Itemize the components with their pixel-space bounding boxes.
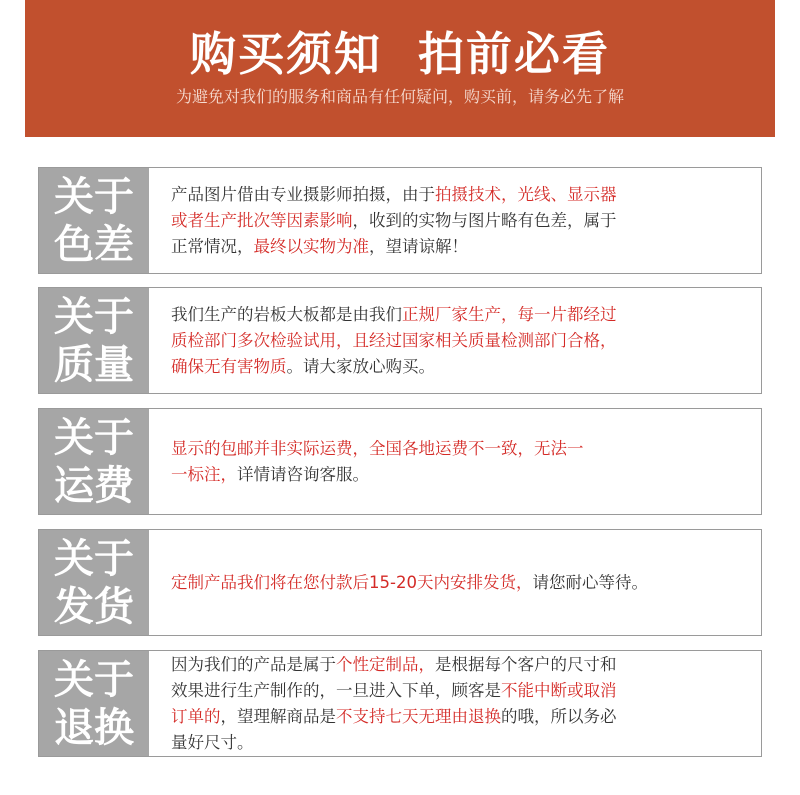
- text-line: [171, 730, 741, 756]
- text-segment: ，望请谅解！: [369, 236, 468, 256]
- section-label-line: 质量: [54, 341, 134, 388]
- highlighted-text: 不支持七天无理由退换: [336, 706, 501, 726]
- section-label-line: 关于: [54, 656, 134, 703]
- section-returns: [38, 650, 762, 757]
- section-quality: [38, 287, 762, 394]
- section-label-line: 关于: [54, 293, 134, 340]
- section-label: [39, 530, 149, 635]
- text-segment: 产品图片借由专业摄影师拍摄，由于: [171, 184, 435, 204]
- highlighted-text: 个性定制品，: [336, 654, 435, 674]
- text-line: [171, 652, 741, 678]
- section-label-line: 发货: [54, 583, 134, 630]
- text-line: [171, 678, 741, 704]
- header-banner: [25, 0, 775, 137]
- text-segment: ，收到的实物与图片略有色差，属于: [352, 210, 617, 230]
- section-color-difference: [38, 167, 762, 274]
- text-segment: 我们生产的岩板大板都是由我们: [171, 304, 402, 324]
- section-label-line: 关于: [54, 535, 134, 582]
- section-delivery: [38, 529, 762, 636]
- text-segment: 因为我们的产品是属于: [171, 654, 336, 674]
- section-label-line: 关于: [54, 414, 134, 461]
- text-segment: 正常情况，: [171, 236, 254, 256]
- section-label-line: 关于: [54, 173, 134, 220]
- highlighted-text: 一标注，: [171, 464, 237, 484]
- highlighted-text: 确保无有害物质: [171, 356, 287, 376]
- section-label: [39, 409, 149, 514]
- highlighted-text: 或者生产批次等因素影响: [171, 210, 353, 230]
- text-segment: ，望理解商品是: [220, 706, 336, 726]
- text-line: [171, 570, 741, 596]
- text-line: [171, 704, 741, 730]
- text-segment: 详情请咨询客服。: [237, 464, 369, 484]
- highlighted-text: 不能中断或取消: [501, 680, 617, 700]
- section-body: [171, 409, 741, 514]
- section-label: [39, 651, 149, 756]
- text-line: [171, 208, 741, 234]
- text-segment: 是根据每个客户的尺寸和: [435, 654, 617, 674]
- text-line: [171, 462, 741, 488]
- section-label: [39, 168, 149, 273]
- highlighted-text: 最终以实物为准: [253, 236, 369, 256]
- text-segment: 效果进行生产制作的，一旦进入下单，顾客是: [171, 680, 501, 700]
- text-line: [171, 328, 741, 354]
- highlighted-text: 显示的包邮并非实际运费，全国各地运费不一致，无法一: [171, 438, 584, 458]
- text-line: [171, 234, 741, 260]
- text-line: [171, 354, 741, 380]
- section-body: [171, 530, 741, 635]
- section-body: [171, 651, 741, 756]
- text-line: [171, 182, 741, 208]
- text-line: [171, 436, 741, 462]
- section-label-line: 运费: [54, 462, 134, 509]
- text-segment: 。请大家放心购买。: [286, 356, 435, 376]
- section-shipping-fee: [38, 408, 762, 515]
- highlighted-text: 订单的: [171, 706, 221, 726]
- section-label: [39, 288, 149, 393]
- text-segment: 量好尺寸。: [171, 732, 254, 752]
- section-label-line: 退换: [54, 704, 134, 751]
- text-line: [171, 302, 741, 328]
- text-segment: 的哦，所以务必: [501, 706, 617, 726]
- text-segment: 请您耐心等待。: [532, 572, 648, 592]
- page-title: 购买须知 拍前必看: [189, 27, 611, 81]
- highlighted-text: 质检部门多次检验试用，且经过国家相关质量检测部门合格，: [171, 330, 617, 350]
- highlighted-text: 正规厂家生产，每一片都经过: [402, 304, 617, 324]
- highlighted-text: 定制产品我们将在您付款后15-20天内安排发货，: [171, 572, 533, 592]
- section-label-line: 色差: [54, 221, 134, 268]
- section-body: [171, 168, 741, 273]
- highlighted-text: 拍摄技术，光线、显示器: [435, 184, 617, 204]
- page-subtitle: 为避免对我们的服务和商品有任何疑问，购买前，请务必先了解: [175, 87, 624, 106]
- section-body: [171, 288, 741, 393]
